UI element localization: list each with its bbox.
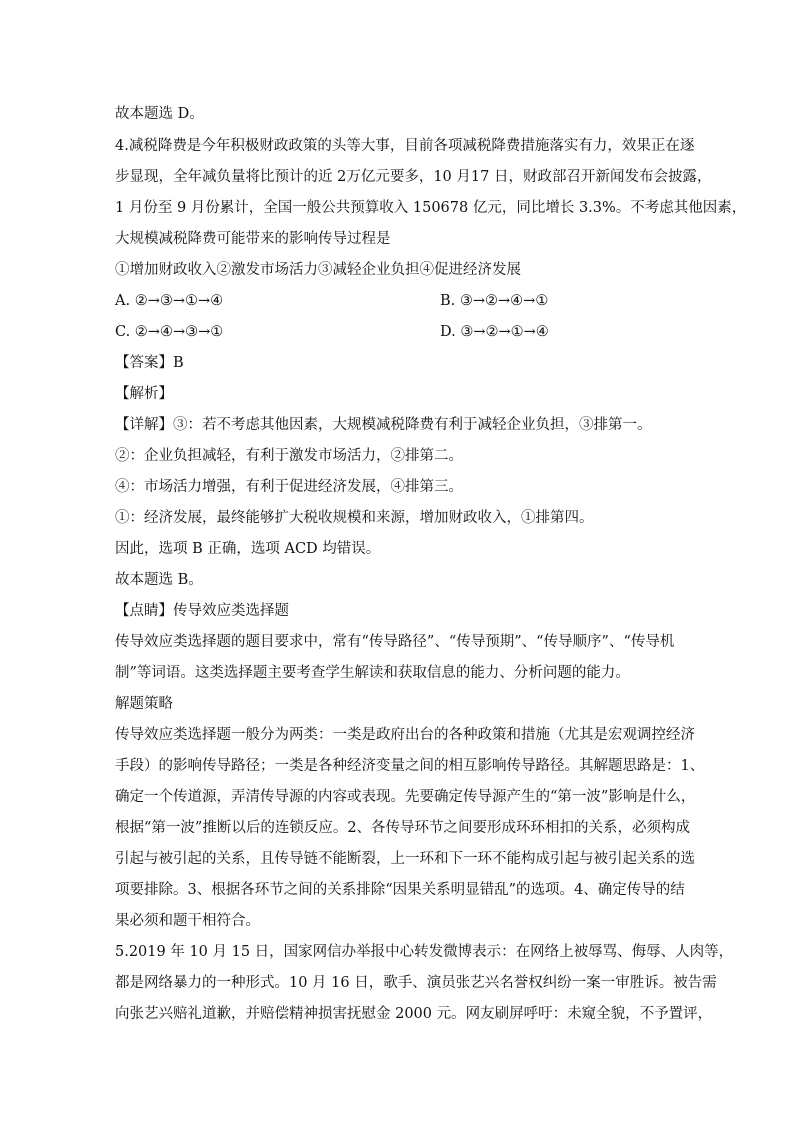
strategy-heading: 解题策略	[115, 696, 173, 712]
text-line: 大规模减税降费可能带来的影响传导过程是	[115, 231, 391, 247]
text-line: 【详解】③：若不考虑其他因素，大规模减税降费有利于减轻企业负担，③排第一。	[115, 417, 652, 433]
text-line: 根据“第一波”推断以后的连锁反应。2、各传导环节之间要形成环环相扣的关系，必须构成	[115, 820, 691, 836]
text-line: 传导效应类选择题的题目要求中，常有“传导路径”、“传导预期”、“传导顺序”、“传导机	[115, 634, 675, 650]
option-d: D. ③→②→①→④	[440, 324, 549, 340]
text-line: 都是网络暴力的一种形式。10 月 16 日，歌手、演员张艺兴名誉权纠纷一案一审胜诉。被告需	[115, 975, 717, 991]
text-line: 制”等词语。这类选择题主要考查学生解读和获取信息的能力、分析问题的能力。	[115, 665, 630, 681]
option-a: A. ②→③→①→④	[115, 293, 224, 309]
text-line: 故本题选 B。	[115, 572, 203, 588]
text-line: ④：市场活力增强，有利于促进经济发展，④排第三。	[115, 479, 463, 495]
option-b: B. ③→②→④→①	[440, 293, 549, 309]
text-line: 项要排除。3、根据各环节之间的关系排除“因果关系明显错乱”的选项。4、确定传导的结	[115, 882, 685, 898]
option-c: C. ②→④→③→①	[115, 324, 224, 340]
text-line: 因此，选项 B 正确，选项 ACD 均错误。	[115, 541, 381, 557]
question-5-stem: 5.2019 年 10 月 15 日，国家网信办举报中心转发微博表示：在网络上被辱骂、侮辱、人肉等，	[115, 944, 734, 960]
text-line: 1 月份至 9 月份累计，全国一般公共预算收入 150678 亿元，同比增长 3.3%。不考虑其他因素，	[115, 200, 747, 216]
text-line: 故本题选 D。	[115, 106, 204, 122]
tip-heading: 【点睛】传导效应类选择题	[115, 603, 289, 619]
text-line: ②：企业负担减轻，有利于激发市场活力，②排第二。	[115, 448, 463, 464]
text-line: 步显现，全年减负量将比预计的近 2万亿元要多，10 月17 日，财政部召开新闻发布会披露，	[115, 169, 712, 185]
text-line: 果必须和题干相符合。	[115, 913, 260, 929]
analysis-heading: 【解析】	[115, 386, 173, 402]
text-line: 手段）的影响传导路径；一类是各种经济变量之间的相互影响传导路径。其解题思路是：1、	[115, 758, 705, 774]
question-4-items: ①增加财政收入②激发市场活力③减轻企业负担④促进经济发展	[115, 262, 521, 278]
answer-label: 【答案】B	[115, 355, 184, 371]
text-line: 确定一个传道源，弄清传导源的内容或表现。先要确定传导源产生的“第一波”影响是什么，	[115, 789, 696, 805]
question-4-stem: 4.减税降费是今年积极财政政策的头等大事，目前各项减税降费措施落实有力，效果正在逐	[115, 138, 695, 154]
text-line: 传导效应类选择题一般分为两类：一类是政府出台的各种政策和措施（尤其是宏观调控经济	[115, 727, 695, 743]
text-line: 向张艺兴赔礼道歉，并赔偿精神损害抚慰金 2000 元。网友刷屏呼吁：未窥全貌，不予置评，	[115, 1006, 713, 1022]
text-line: 引起与被引起的关系，且传导链不能断裂，上一环和下一环不能构成引起与被引起关系的选	[115, 851, 695, 867]
text-line: ①：经济发展，最终能够扩大税收规模和来源，增加财政收入，①排第四。	[115, 510, 594, 526]
